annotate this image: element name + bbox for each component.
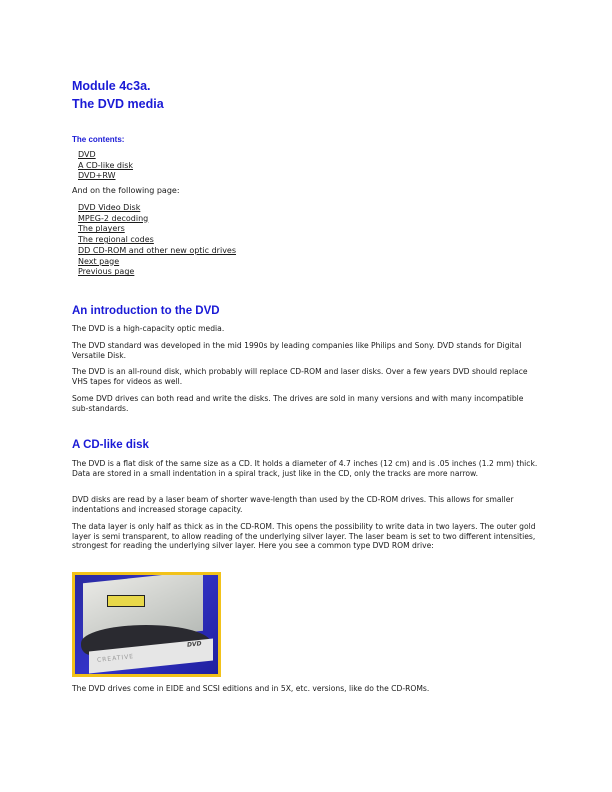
module-number: Module 4c3a. xyxy=(72,79,151,93)
contents-heading: The contents: xyxy=(72,135,125,144)
dvd-drive-photo xyxy=(75,575,218,674)
section-heading-introduction: An introduction to the DVD xyxy=(72,305,220,317)
next-page-link[interactable]: Next page xyxy=(78,256,120,266)
cd-like-paragraph: The data layer is only half as thick as in the CD-ROM. This opens the possibility to write data in two layers. The outer gold layer is semi transparent, to allow reading of the underlying silver layer. The laser beam is set to two different intensities, strongest for reading the underlying silver layer. Here you see a common type DVD ROM drive: xyxy=(72,522,536,551)
toc-link-regional-codes[interactable]: The regional codes xyxy=(78,235,154,245)
previous-page-link[interactable]: Previous page xyxy=(78,267,135,277)
intro-paragraph: The DVD is a high-capacity optic media. xyxy=(72,324,225,333)
dvd-logo-icon: DVD xyxy=(186,640,202,649)
toc-link-dd-cd-rom[interactable]: DD CD-ROM and other new optic drives xyxy=(78,245,237,255)
toc-link-dvd[interactable]: DVD xyxy=(78,150,96,159)
toc-link-dvd-rw[interactable]: DVD+RW xyxy=(78,171,116,181)
toc-link-cd-like-disk[interactable]: A CD-like disk xyxy=(78,160,134,170)
brand-text: CREATIVE xyxy=(96,653,135,664)
following-page-label: And on the following page: xyxy=(72,186,180,195)
cd-like-paragraph: The DVD drives come in EIDE and SCSI editions and in 5X, etc. versions, like do the CD-ROMs. xyxy=(72,684,430,693)
toc-link-players[interactable]: The players xyxy=(78,224,125,234)
intro-paragraph: Some DVD drives can both read and write the disks. The drives are sold in many versions and with many incompatible sub-standards. xyxy=(72,394,524,413)
cd-like-paragraph: DVD disks are read by a laser beam of shorter wave-length than used by the CD-ROM drives. This allows for smaller indentations and increased storage capacity. xyxy=(72,495,514,514)
following-contents-list xyxy=(78,203,236,278)
toc-link-mpeg2-decoding[interactable]: MPEG-2 decoding xyxy=(78,213,149,223)
cd-like-paragraph: The DVD is a flat disk of the same size as a CD. It holds a diameter of 4.7 inches (12 cm) and is .05 inches (1.2 mm) thick. Data are stored in a small indentation in a spiral track, just like in the CD, only the tracks are more narrow. xyxy=(72,459,538,478)
page-title: The DVD media xyxy=(72,97,164,111)
intro-paragraph: The DVD is an all-round disk, which probably will replace CD-ROM and laser disks. Over a few years DVD should replace VHS tapes for videos as well. xyxy=(72,367,528,386)
contents-list xyxy=(78,150,133,182)
dvd-drive-image xyxy=(72,572,221,677)
section-heading-cd-like-disk: A CD-like disk xyxy=(72,439,149,451)
toc-link-dvd-video-disk[interactable]: DVD Video Disk xyxy=(78,203,141,212)
drive-label xyxy=(107,595,145,607)
intro-paragraph: The DVD standard was developed in the mid 1990s by leading companies like Philips and Sony. DVD stands for Digital Versatile Disk. xyxy=(72,341,522,360)
